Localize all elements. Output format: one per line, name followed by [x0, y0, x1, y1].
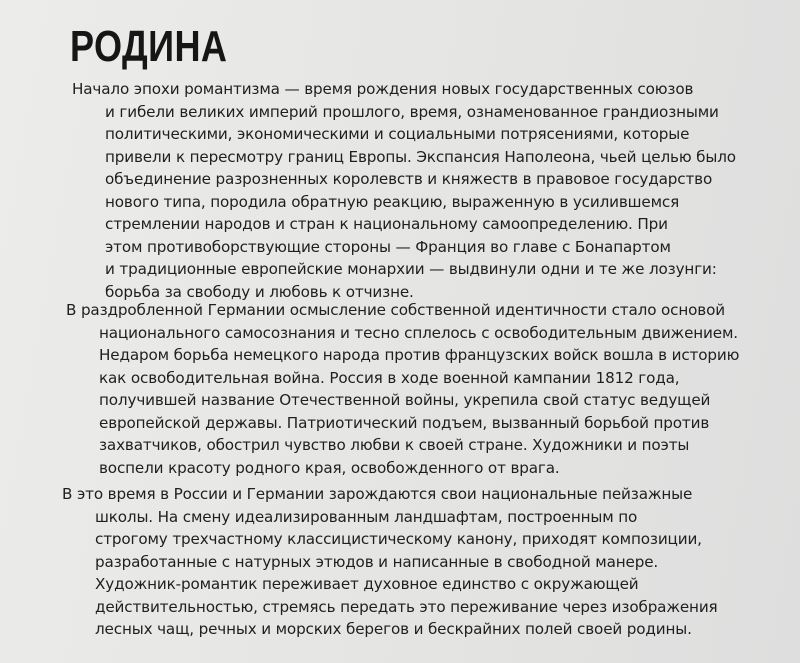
text-line: и гибели великих империй прошлого, время, ознаменованное грандиозными: [105, 102, 719, 121]
text-line: действительностью, стремясь передать это переживание через изображения: [95, 597, 718, 616]
text-line: нового типа, породила обратную реакцию, выраженную в усилившемся: [105, 192, 680, 211]
text-line: разработанные с натурных этюдов и написанные в свободной манере.: [95, 552, 659, 571]
text-line: Художник-романтик переживает духовное единство с окружающей: [95, 575, 639, 593]
page-title: РОДИНА: [70, 22, 228, 71]
text-line: этом противоборствующие стороны — Франция во главе с Бонапартом: [105, 237, 671, 256]
text-line: борьба за свободу и любовь к отчизне.: [105, 282, 414, 301]
text-line: В раздробленной Германии осмысление собственной идентичности стало основой: [66, 301, 725, 319]
text-line: захватчиков, обострил чувство любви к своей стране. Художники и поэты: [99, 436, 690, 454]
text-line: стремлении народов и стран к национальному самоопределению. При: [105, 215, 668, 233]
text-line: и традиционные европейские монархии — выдвинули одни и те же лозунги:: [105, 260, 717, 278]
text-line: строгому трехчастному классицистическому канону, приходят композиции,: [95, 530, 702, 548]
text-line: европейской державы. Патриотический подъем, вызванный борьбой против: [99, 413, 710, 432]
paragraph-2: [66, 299, 739, 479]
text-line: национального самосознания и тесно сплелось с освободительным движением.: [99, 323, 738, 342]
text-line: Начало эпохи романтизма — время рождения новых государственных союзов: [72, 80, 694, 98]
text-line: политическими, экономическими и социальными потрясениями, которые: [105, 125, 690, 143]
text-line: школы. На смену идеализированным ландшафтам, построенным по: [95, 507, 638, 526]
text-line: привели к пересмотру границ Европы. Экспансия Наполеона, чьей целью было: [105, 147, 736, 166]
text-line: получившей название Отечественной войны, укрепила свой статус ведущей: [99, 391, 711, 409]
text-line: Недаром борьба немецкого народа против французских войск вошла в историю: [99, 346, 740, 364]
text-line: воспели красоту родного края, освобожденного от врага.: [99, 458, 560, 477]
text-line: объединение разрозненных королевств и княжеств в правовое государство: [105, 170, 713, 188]
text-line: лесных чащ, речных и морских берегов и бескрайних полей своей родины.: [95, 620, 692, 638]
paragraph-3: [62, 483, 718, 641]
text-line: как освободительная война. Россия в ходе военной кампании 1812 года,: [99, 368, 680, 387]
text-line: В это время в России и Германии зарождаются свои национальные пейзажные: [62, 485, 693, 503]
paragraph-1: [72, 78, 736, 303]
